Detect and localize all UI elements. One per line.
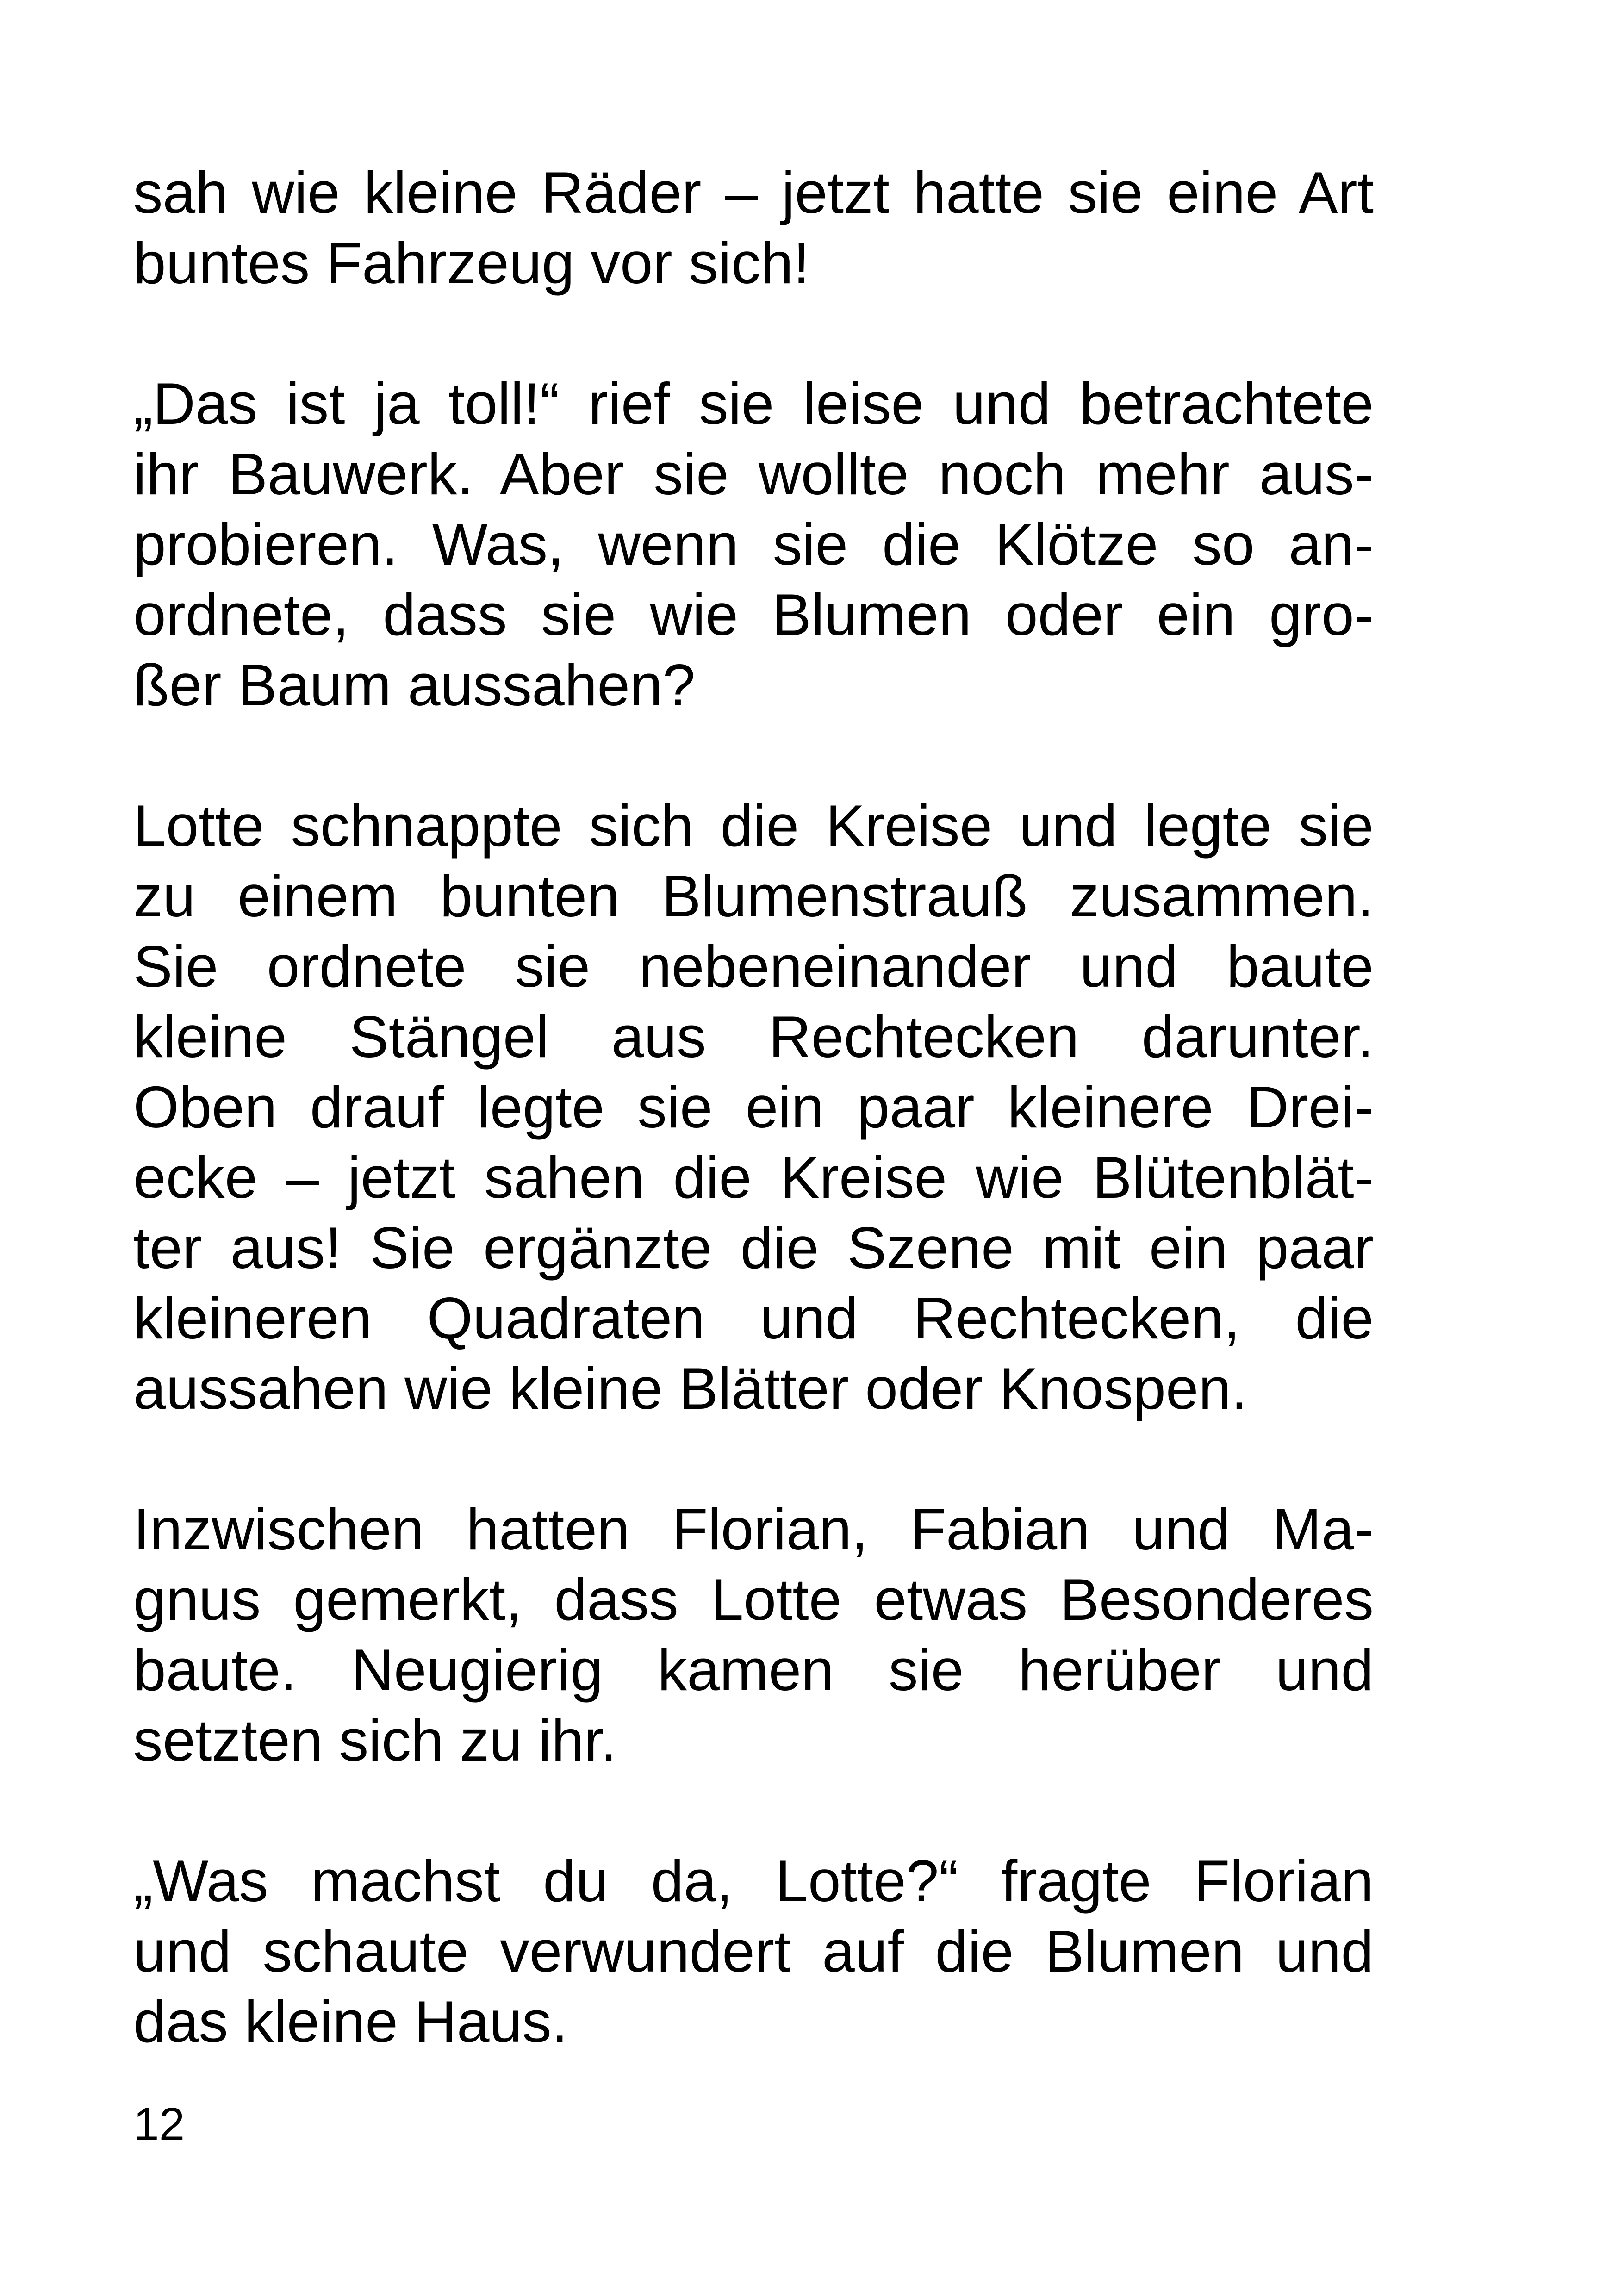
text-line: gnus gemerkt, dass Lotte etwas Besonderes <box>133 1567 1374 1632</box>
text-line: „Was machst du da, Lotte?“ fragte Florian <box>133 1848 1374 1914</box>
text-line: Sie ordnete sie nebeneinander und baute <box>133 933 1374 999</box>
paragraph-gap <box>133 1424 1374 1494</box>
text-line: zu einem bunten Blumenstrauß zusammen. <box>133 863 1374 929</box>
paragraph-gap <box>133 298 1374 368</box>
text-line: setzten sich zu ihr. <box>133 1707 617 1773</box>
text-line: ßer Baum aussahen? <box>133 652 696 718</box>
page-number: 12 <box>133 2098 185 2150</box>
text-line: Inzwischen hatten Florian, Fabian und Ma- <box>133 1496 1374 1562</box>
text-line: Oben drauf legte sie ein paar kleinere Drei- <box>133 1074 1374 1140</box>
text-line: baute. Neugierig kamen sie herüber und <box>133 1637 1374 1703</box>
text-line: probieren. Was, wenn sie die Klötze so an- <box>133 511 1374 577</box>
text-line: ter aus! Sie ergänzte die Szene mit ein paar <box>133 1215 1374 1281</box>
text-line: kleine Stängel aus Rechtecken darunter. <box>133 1004 1374 1070</box>
paragraph <box>133 1846 1374 2057</box>
paragraph-gap <box>133 720 1374 790</box>
body-text <box>133 157 1374 2057</box>
text-line: aussahen wie kleine Blätter oder Knospen. <box>133 1356 1248 1421</box>
text-line: ecke – jetzt sahen die Kreise wie Blütenblät- <box>133 1145 1374 1210</box>
paragraph <box>133 157 1374 298</box>
text-line: „Das ist ja toll!“ rief sie leise und betrachtete <box>133 371 1374 436</box>
paragraph <box>133 790 1374 1424</box>
text-line: sah wie kleine Räder – jetzt hatte sie eine Art <box>133 160 1374 225</box>
text-line: kleineren Quadraten und Rechtecken, die <box>133 1285 1374 1351</box>
text-line: ihr Bauwerk. Aber sie wollte noch mehr aus- <box>133 441 1374 507</box>
paragraph <box>133 1494 1374 1775</box>
text-line: und schaute verwundert auf die Blumen und <box>133 1918 1374 1984</box>
text-line: das kleine Haus. <box>133 1989 568 2054</box>
text-line: buntes Fahrzeug vor sich! <box>133 230 810 296</box>
text-line: ordnete, dass sie wie Blumen oder ein gro- <box>133 582 1374 647</box>
text-line: Lotte schnappte sich die Kreise und legte sie <box>133 793 1374 859</box>
paragraph <box>133 368 1374 720</box>
paragraph-gap <box>133 1775 1374 1846</box>
